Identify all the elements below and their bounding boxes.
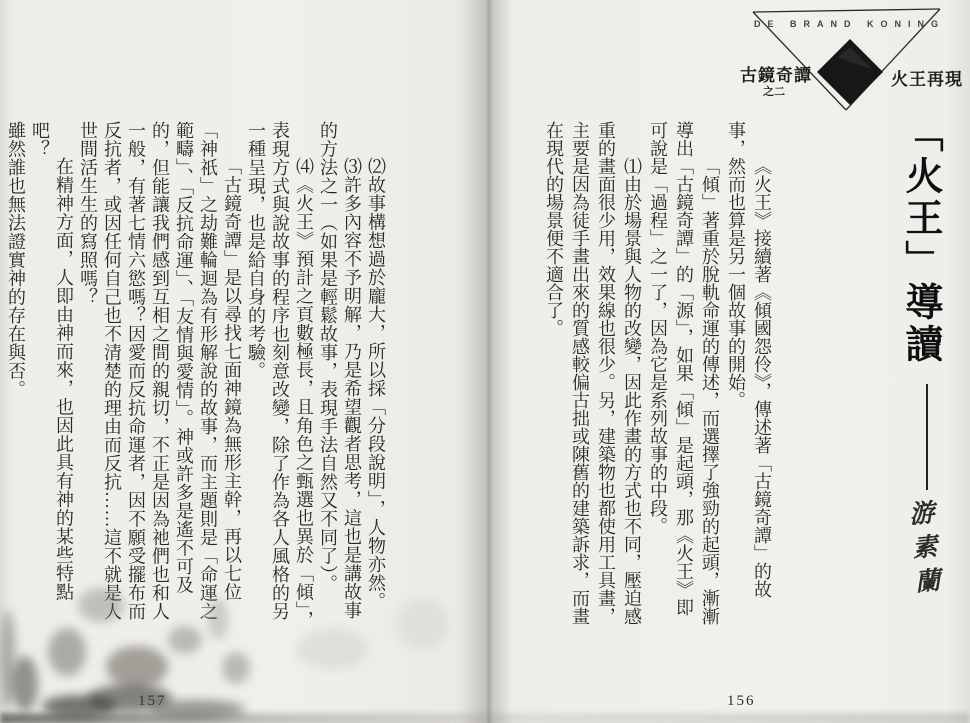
left-page-text [4,121,388,629]
paragraph: ⑷《火王》預計之頁數極長，且角色之甄選也異於「傾」，表現方式與說故事的程序也刻意改變，除了作為各人風格的另一種呈現，也是給自身的考驗。 [246,121,314,629]
paragraph: 《火王》接續著《傾國怨伶》，傳述著「古鏡奇譚」的故事，然而也算是另一個故事的開始。 [726,121,772,598]
title-rule [926,384,928,490]
page-number-right: 156 [727,693,756,709]
paragraph: ⑵故事構想過於龐大，所以採「分段說明」，人物亦然。 [366,157,386,611]
paragraph: ⑴由於場景與人物的改變，因此作畫的方式也不同，壓迫感重的畫面很少用，效果線也很少。另，建築物也都使用工具畫，主要是因為徒手畫出來的質感較偏古拙或陳舊的建築訴求，而畫在現代的場景便不適合了。 [544,121,642,625]
right-page-text [541,121,775,629]
volume-title-label: 火王再現 [891,70,963,89]
scan-edge-shadow [0,713,970,723]
series-part-label: 之二 [763,86,785,98]
paragraph: 「古鏡奇譚」是以尋找七面神鏡為無形主幹，再以七位「神祇」之劫難輪迴為有形解說的故事，而主題則是「命運之範疇」、「反抗命運」、「友情與愛情」。神或許多是遙不可及的，但能讓我們感到互相之間的親切，不正是因為祂們也和人一般，有著七情六慾嗎？因愛而反抗命運者，因不願受擺布而反抗者，或因任何自己也不清楚的理由而反抗……這不就是人世間活生生的寫照嗎？ [78,121,242,621]
page-title: 「火王」導讀 [899,114,941,366]
series-title-label: 古鏡奇譚 [740,66,812,85]
paragraph: ⑶許多內容不予明解，乃是希望觀者思考，這也是講故事的方法之一（如果是輕鬆故事，表現手法自然又不同了）。 [318,121,362,620]
paragraph: 「傾」著重於脫軌命運的傳述，而選擇了強勁的起頭，漸漸導出「古鏡奇譚」的「源」，如果「傾」是起頭，那《火王》即可說是「過程」之一了，因為它是系列故事的中段。 [648,121,720,625]
paragraph: 雖然誰也無法證實神的存在與否。 [6,121,26,399]
author-signature: 游素蘭 [904,498,941,603]
paragraph: 在精神方面，人即由神而來，也因此具有神的某些特點吧？ [30,121,74,601]
brand-caption: DE BRAND KONING [754,19,946,29]
